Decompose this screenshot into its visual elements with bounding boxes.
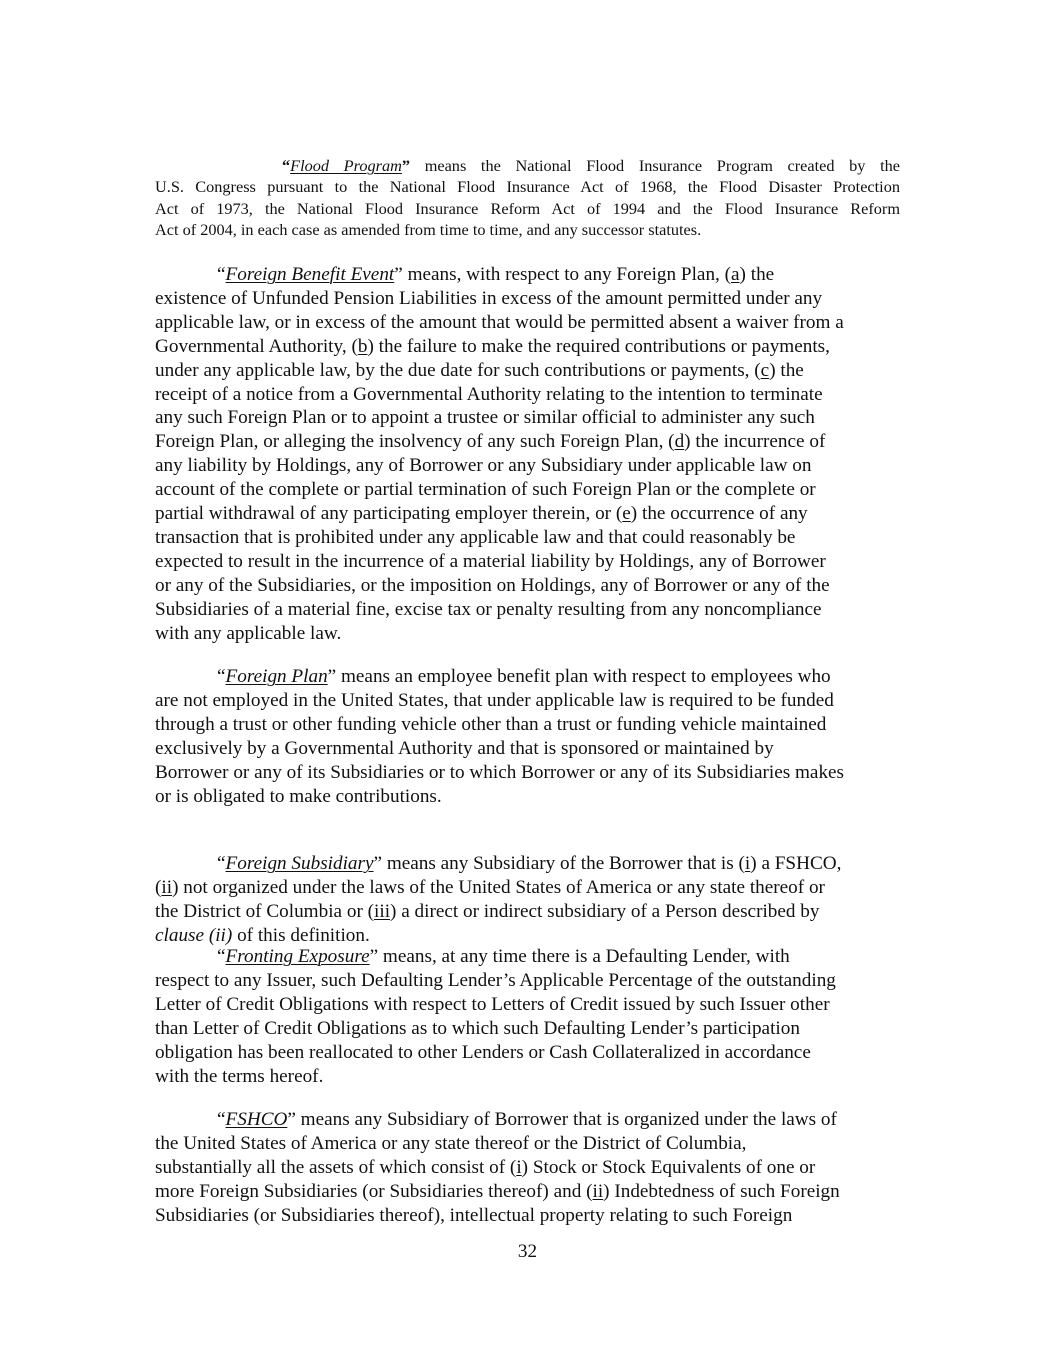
fbe-line-1: “Foreign Benefit Event” means, with respect to any Foreign Plan, (a) the bbox=[217, 264, 775, 285]
definition-fronting-exposure bbox=[155, 945, 900, 1088]
definition-fshco bbox=[155, 1108, 900, 1228]
fbe-line-2: existence of Unfunded Pension Liabilities in excess of the amount permitted under any bbox=[155, 287, 823, 309]
flood-program-line-4: Act of 2004, in each case as amended from time to time, and any successor statutes. bbox=[155, 220, 702, 240]
fe-line-5: obligation has been reallocated to other Lenders or Cash Collateralized in accordance bbox=[155, 1041, 811, 1063]
fs-line-3: the District of Columbia or (iii) a direct or indirect subsidiary of a Person described by bbox=[155, 900, 820, 922]
fshco-line-4: more Foreign Subsidiaries (or Subsidiaries thereof) and (ii) Indebtedness of such Foreign bbox=[155, 1180, 840, 1202]
fbe-line-5: under any applicable law, by the due date for such contributions or payments, (c) the bbox=[155, 359, 804, 381]
fe-line-3: Letter of Credit Obligations with respect to Letters of Credit issued by such Issuer other bbox=[155, 993, 830, 1015]
fbe-line-9: any liability by Holdings, any of Borrower or any Subsidiary under applicable law on bbox=[155, 455, 812, 477]
term-foreign-plan: Foreign Plan bbox=[225, 666, 328, 687]
term-fronting-exposure: Fronting Exposure bbox=[225, 946, 370, 967]
fbe-line-11: partial withdrawal of any participating employer therein, or (e) the occurrence of any bbox=[155, 503, 808, 525]
term-flood-program: Flood Program bbox=[290, 156, 402, 175]
fbe-line-7: any such Foreign Plan or to appoint a trustee or similar official to administer any such bbox=[155, 407, 815, 429]
flood-program-line-2: U.S. Congress pursuant to the National Flood Insurance Act of 1968, the Flood Disaster Protection bbox=[155, 177, 900, 197]
fp-line-4: exclusively by a Governmental Authority and that is sponsored or maintained by bbox=[155, 737, 774, 759]
fe-line-1: “Fronting Exposure” means, at any time there is a Defaulting Lender, with bbox=[217, 946, 790, 967]
fshco-line-2: the United States of America or any state thereof or the District of Columbia, bbox=[155, 1132, 747, 1154]
fs-line-2: (ii) not organized under the laws of the United States of America or any state thereof or bbox=[155, 876, 825, 898]
fbe-line-10: account of the complete or partial termination of such Foreign Plan or the complete or bbox=[155, 479, 816, 501]
fshco-line-3: substantially all the assets of which consist of (i) Stock or Stock Equivalents of one or bbox=[155, 1156, 816, 1178]
fe-line-2: respect to any Issuer, such Defaulting Lender’s Applicable Percentage of the outstanding bbox=[155, 969, 836, 991]
fe-line-4: than Letter of Credit Obligations as to which such Defaulting Lender’s participation bbox=[155, 1017, 800, 1039]
flood-program-line-1: “Flood Program” means the National Flood Insurance Program created by the bbox=[282, 156, 900, 175]
fs-line-4: clause (ii) of this definition. bbox=[155, 924, 370, 946]
fs-line-1: “Foreign Subsidiary” means any Subsidiary of the Borrower that is (i) a FSHCO, bbox=[217, 853, 842, 874]
fe-line-6: with the terms hereof. bbox=[155, 1065, 324, 1087]
definition-foreign-subsidiary bbox=[155, 852, 900, 948]
term-fshco: FSHCO bbox=[225, 1109, 288, 1130]
fp-line-2: are not employed in the United States, that under applicable law is required to be funded bbox=[155, 689, 834, 711]
fbe-line-14: or any of the Subsidiaries, or the imposition on Holdings, any of Borrower or any of the bbox=[155, 574, 830, 596]
definition-foreign-benefit-event bbox=[155, 263, 900, 646]
fp-line-6: or is obligated to make contributions. bbox=[155, 785, 442, 807]
fp-line-5: Borrower or any of its Subsidiaries or to which Borrower or any of its Subsidiaries makes bbox=[155, 761, 845, 783]
fp-line-3: through a trust or other funding vehicle other than a trust or funding vehicle maintained bbox=[155, 713, 827, 735]
definition-flood-program bbox=[155, 155, 900, 241]
fp-line-1: “Foreign Plan” means an employee benefit plan with respect to employees who bbox=[217, 666, 831, 687]
fbe-line-13: expected to result in the incurrence of a material liability by Holdings, any of Borrower bbox=[155, 550, 826, 572]
fshco-line-5: Subsidiaries (or Subsidiaries thereof), intellectual property relating to such Foreign bbox=[155, 1204, 793, 1226]
fbe-line-8: Foreign Plan, or alleging the insolvency of any such Foreign Plan, (d) the incurrence of bbox=[155, 431, 826, 453]
definition-foreign-plan bbox=[155, 665, 900, 808]
fbe-line-15: Subsidiaries of a material fine, excise tax or penalty resulting from any noncompliance bbox=[155, 598, 822, 620]
fbe-line-6: receipt of a notice from a Governmental Authority relating to the intention to terminate bbox=[155, 383, 823, 405]
term-foreign-subsidiary: Foreign Subsidiary bbox=[225, 853, 374, 874]
fbe-line-4: Governmental Authority, (b) the failure to make the required contributions or payments, bbox=[155, 335, 830, 357]
page-number: 32 bbox=[517, 1241, 538, 1262]
term-foreign-benefit-event: Foreign Benefit Event bbox=[225, 264, 395, 285]
fbe-line-16: with any applicable law. bbox=[155, 622, 342, 644]
flood-program-line-3: Act of 1973, the National Flood Insurance Reform Act of 1994 and the Flood Insurance Reform bbox=[155, 198, 900, 218]
fshco-line-1: “FSHCO” means any Subsidiary of Borrower that is organized under the laws of bbox=[217, 1109, 837, 1130]
fbe-line-12: transaction that is prohibited under any applicable law and that could reasonably be bbox=[155, 526, 796, 548]
fbe-line-3: applicable law, or in excess of the amount that would be permitted absent a waiver from a bbox=[155, 311, 844, 333]
